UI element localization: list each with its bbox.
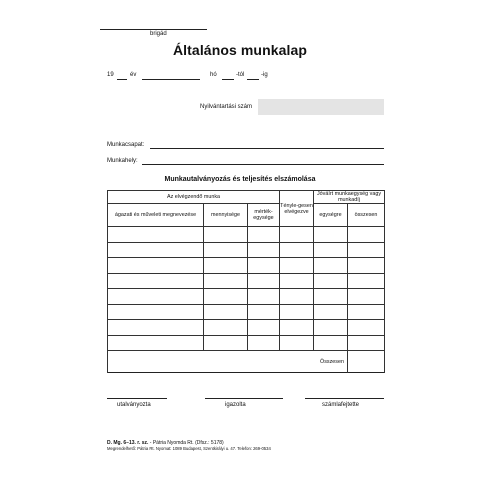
table-row[interactable]	[108, 304, 385, 320]
header-credit-group: Jóváírt munkaegység vagy munkadíj	[314, 191, 385, 204]
table-row[interactable]	[108, 320, 385, 336]
team-field[interactable]	[150, 148, 384, 149]
table-row[interactable]	[108, 227, 385, 243]
table-row[interactable]	[108, 258, 385, 274]
sum-label: Összesen	[280, 351, 348, 373]
date-to-suffix: -ig	[261, 72, 268, 78]
table-subtitle: Munkautalványozás és teljesítés elszámolása	[164, 176, 316, 183]
date-year-prefix: 19	[107, 72, 114, 78]
registry-number-field[interactable]	[258, 99, 384, 115]
work-table	[107, 190, 385, 373]
date-year-blank[interactable]	[117, 79, 127, 80]
header-total: összesen	[348, 204, 385, 227]
form-code: D. Mg. 6–13. r. sz.	[107, 440, 149, 446]
registry-label: Nyilvántartási szám	[200, 104, 253, 110]
date-month-blank[interactable]	[142, 79, 200, 80]
site-label: Munkahely:	[107, 158, 138, 164]
header-quantity: mennyisége	[204, 204, 248, 227]
date-from-blank[interactable]	[222, 79, 234, 80]
date-from-suffix: -tól	[236, 72, 245, 78]
date-year-suffix: év	[130, 72, 137, 78]
issued-label: utalványozta	[117, 402, 151, 408]
team-label: Munkacsapat:	[107, 142, 145, 148]
table-row[interactable]	[108, 335, 385, 351]
certified-signature-line[interactable]	[205, 398, 283, 399]
issued-signature-line[interactable]	[107, 398, 167, 399]
header-unit: mérték-egysége	[248, 204, 280, 227]
date-to-blank[interactable]	[247, 79, 259, 80]
order-info: Megrendelhető: Pátria Rt. Nyomat: 1089 Budapest, Szentkirályi u. 47. Telefon: 269-0534	[107, 446, 271, 451]
printer-info: - Pátria Nyomda Rt. (Dfsz.: 5178)	[148, 440, 224, 446]
date-month-suffix: hó	[210, 72, 217, 78]
page-title: Általános munkalap	[172, 42, 308, 58]
certified-label: igazolta	[225, 402, 246, 408]
header-work-group: Az elvégzendő munka	[108, 191, 280, 204]
table-row[interactable]	[108, 273, 385, 289]
header-actual: Tényle-gesen elvégezve	[280, 191, 314, 227]
header-unit-price: egységre	[314, 204, 348, 227]
brigad-label: brigád	[150, 31, 167, 37]
table-row[interactable]	[108, 289, 385, 305]
table-row[interactable]	[108, 242, 385, 258]
site-field[interactable]	[142, 164, 384, 165]
invoiced-label: számlafejtette	[322, 402, 360, 408]
sum-total-cell[interactable]	[348, 351, 385, 373]
invoiced-signature-line[interactable]	[305, 398, 384, 399]
sum-row	[108, 351, 385, 373]
brigad-line[interactable]	[100, 29, 207, 30]
header-branch: ágazati és műveleti megnevezése	[108, 204, 204, 227]
